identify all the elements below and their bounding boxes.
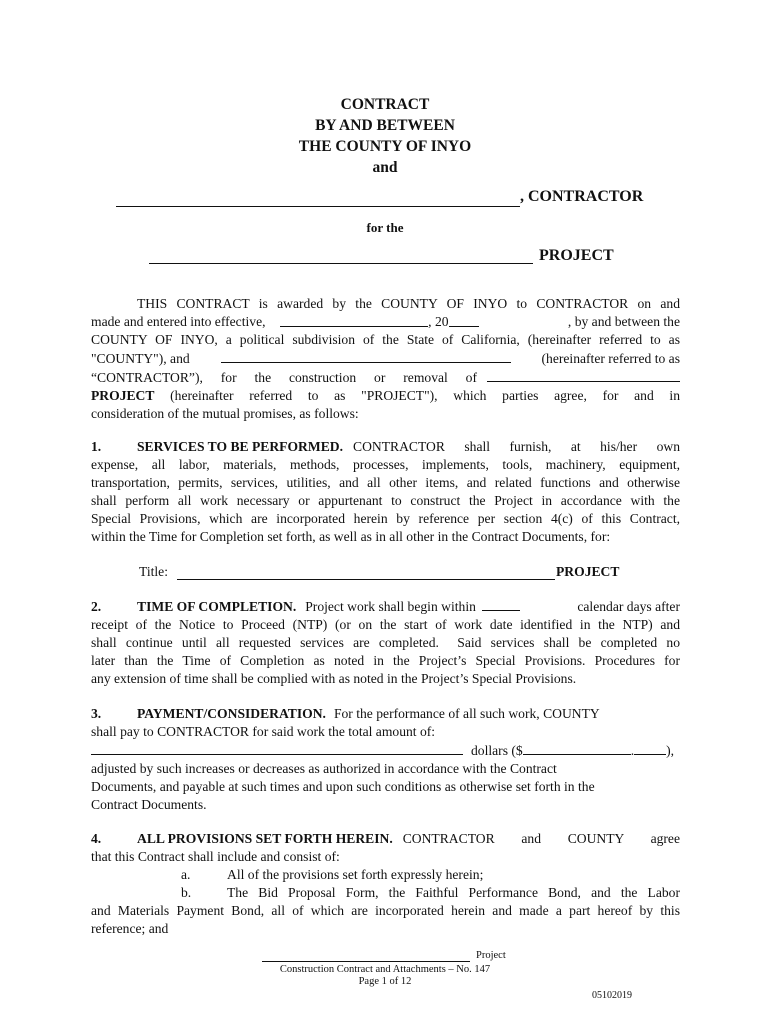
section-2: [91, 597, 680, 688]
section-3-close: ),: [666, 743, 675, 758]
title-contract: CONTRACT: [340, 96, 430, 113]
intro-hereinafter: (hereinafter referred to as: [541, 351, 680, 366]
intro-line-6: [91, 387, 680, 405]
calendar-days-blank[interactable]: [482, 597, 520, 611]
intro-project-bold: PROJECT: [91, 388, 155, 403]
amount-dollars-blank[interactable]: [523, 741, 631, 755]
footer-page-number: Page 1 of 12: [358, 976, 412, 987]
section-1-title-blank[interactable]: [177, 562, 555, 580]
section-4-line-1: [91, 830, 680, 848]
section-2-line-1: [91, 597, 680, 616]
section-4-text-5: and Materials Payment Bond, all of which are incorporated herein and made a part hereof by this: [91, 903, 680, 918]
section-2-begin-within: Project work shall begin within: [305, 599, 476, 614]
section-2-text-5: any extension of time shall be complied with as noted in the Project’s Special Provisions.: [91, 671, 577, 686]
section-4-heading: ALL PROVISIONS SET FORTH HEREIN.: [137, 831, 393, 846]
intro-county-and: "COUNTY"), and: [91, 351, 190, 366]
section-1-title-label: Title:: [139, 564, 168, 579]
section-1-number: 1.: [91, 439, 102, 454]
title-and: and: [372, 159, 398, 176]
intro-by-between: , by and between the: [567, 314, 680, 329]
section-4-item-a: [91, 866, 680, 884]
section-1-text-6: within the Time for Completion set forth, as well as in all other in the Contract Documents, for:: [91, 529, 611, 544]
project-name-blank[interactable]: [149, 245, 533, 264]
section-4-a-label: a.: [181, 867, 191, 882]
section-3-line-3: [91, 741, 680, 760]
section-1-heading: SERVICES TO BE PERFORMED.: [137, 439, 343, 454]
section-3: [91, 705, 680, 814]
section-3-heading: PAYMENT/CONSIDERATION.: [137, 706, 326, 721]
section-3-line-1: [91, 705, 680, 723]
section-1-line-1: [91, 438, 680, 456]
section-4-number: 4.: [91, 831, 102, 846]
section-2-text-2: receipt of the Notice to Proceed (NTP) (or on the start of work date identified in the NTP) and: [91, 617, 680, 632]
section-2-text-3: shall continue until all requested services are completed. Said services shall be completed no: [91, 635, 680, 650]
section-4-item-b: [91, 884, 680, 902]
section-1: [91, 438, 680, 546]
section-4: [91, 830, 680, 938]
intro-paragraph: [91, 295, 680, 423]
contractor-label: , CONTRACTOR: [520, 188, 644, 205]
project-label: PROJECT: [539, 247, 614, 264]
section-3-text-6: Contract Documents.: [91, 797, 207, 812]
contractor-blank-inline[interactable]: [221, 349, 511, 363]
intro-effective-text: made and entered into effective,: [91, 314, 266, 329]
intro-line-7: consideration of the mutual promises, as follows:: [91, 406, 359, 421]
amount-cents-blank[interactable]: [634, 741, 666, 755]
section-3-text-4: adjusted by such increases or decreases as authorized in accordance with the Contract: [91, 761, 557, 776]
section-2-text-4: later than the Time of Completion as noted in the Project’s Special Provisions. Procedures for: [91, 653, 680, 668]
intro-construction-text: “CONTRACTOR”), for the construction or removal of: [91, 370, 477, 385]
section-3-number: 3.: [91, 706, 102, 721]
footer-project: Project: [476, 950, 506, 961]
section-1-text-1: CONTRACTOR shall furnish, at his/her own: [353, 439, 680, 454]
intro-parties-agree: (hereinafter referred to as "PROJECT"), which parties agree, for and in: [154, 388, 680, 403]
construction-scope-blank[interactable]: [487, 368, 680, 382]
intro-line-3: COUNTY OF INYO, a political subdivision of the State of California, (hereinafter referred to as: [91, 332, 680, 347]
footer-code: 05102019: [592, 990, 632, 1001]
section-2-heading: TIME OF COMPLETION.: [137, 599, 297, 614]
section-3-text-5: Documents, and payable at such times and upon such conditions as otherwise set forth in the: [91, 779, 595, 794]
intro-line-1: THIS CONTRACT is awarded by the COUNTY OF INYO to CONTRACTOR on and: [137, 296, 680, 311]
title-by-and-between: BY AND BETWEEN: [315, 117, 455, 134]
for-the-label: for the: [366, 220, 404, 235]
intro-line-4: [91, 349, 680, 368]
section-4-text-1: CONTRACTOR and COUNTY agree: [402, 831, 680, 846]
section-2-calendar-days: calendar days after: [577, 599, 680, 614]
section-1-text-5: Special Provisions, which are incorporated herein by reference per section 4(c) of this Contract,: [91, 511, 680, 526]
intro-line-2: [91, 313, 680, 331]
section-3-decimal: .: [630, 743, 635, 758]
title-county: THE COUNTY OF INYO: [298, 138, 472, 155]
footer-contract-title: Construction Contract and Attachments – No. 147: [279, 964, 491, 975]
section-4-b-text: The Bid Proposal Form, the Faithful Performance Bond, and the Labor: [227, 885, 680, 900]
section-4-text-2: that this Contract shall include and consist of:: [91, 849, 340, 864]
amount-words-blank[interactable]: [91, 741, 463, 755]
effective-date-blank[interactable]: [280, 313, 428, 327]
section-1-title-project: PROJECT: [556, 564, 620, 579]
section-2-number: 2.: [91, 599, 102, 614]
section-4-a-text: All of the provisions set forth expressly herein;: [227, 867, 484, 882]
section-1-text-4: shall perform all work necessary or appurtenant to construct the Project in accordance with the: [91, 493, 680, 508]
section-3-dollars: dollars ($: [471, 743, 523, 758]
section-4-b-label: b.: [181, 885, 192, 900]
section-3-text-2: shall pay to CONTRACTOR for said work the total amount of:: [91, 724, 436, 739]
section-4-text-6: reference; and: [91, 921, 169, 936]
intro-year-prefix: , 20: [428, 314, 449, 329]
section-3-text-1: For the performance of all such work, COUNTY: [333, 706, 600, 721]
year-blank[interactable]: [449, 313, 479, 327]
footer-rule: [262, 961, 470, 962]
intro-line-5: [91, 368, 680, 387]
section-1-text-3: transportation, permits, services, utilities, and all other items, and related functions and otherwise: [91, 475, 680, 490]
section-1-text-2: expense, all labor, materials, methods, processes, implements, tools, machinery, equipment,: [91, 457, 680, 472]
contractor-name-blank[interactable]: [116, 188, 520, 207]
